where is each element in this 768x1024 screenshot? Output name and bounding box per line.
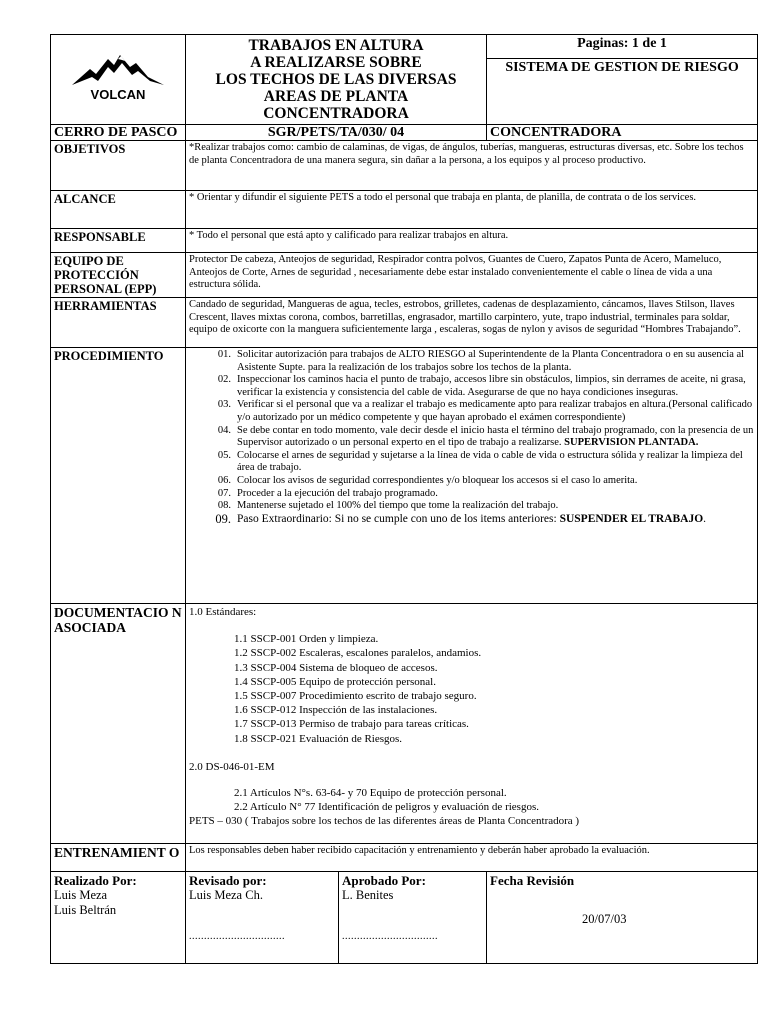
revisado-name: Luis Meza Ch.	[189, 888, 263, 902]
realizado-name-2: Luis Beltrán	[54, 903, 117, 917]
procedure-step-text: Se debe contar en todo momento, vale decir desde el inicio hasta el término del trabajo programado, con la presencia de un Supervisor autorizado o un personal experto en el tipo de trabajo a realizarse. SUPERVISION PLANTADA.	[237, 424, 754, 449]
documentacion-label: DOCUMENTACIO N ASOCIADA	[51, 604, 186, 844]
alcance-label: ALCANCE	[51, 191, 186, 229]
fecha-date: 20/07/03	[582, 912, 627, 926]
procedure-step-text: Mantenerse sujetado el 100% del tiempo que tome la realización del trabajo.	[237, 500, 559, 512]
aprobado-cell	[339, 872, 487, 964]
procedure-step	[189, 513, 754, 526]
revisado-label: Revisado por:	[189, 873, 267, 888]
procedure-step-number: 03.	[217, 399, 231, 411]
procedure-step-number: 07.	[217, 487, 231, 499]
estandares-heading: 1.0 Estándares:	[189, 606, 257, 618]
documentacion-content	[186, 604, 758, 844]
realizado-label: Realizado Por:	[54, 873, 137, 888]
document-code: SGR/PETS/TA/030/ 04	[186, 125, 487, 141]
logo-text: VOLCAN	[90, 87, 146, 102]
realizado-name-1: Luis Meza	[54, 888, 108, 902]
pets-line: PETS – 030 ( Trabajos sobre los techos de las diferentes áreas de Planta Concentradora )	[189, 815, 580, 828]
procedure-step-number: 02.	[217, 374, 231, 386]
location: CERRO DE PASCO	[51, 125, 186, 141]
procedure-step	[189, 488, 754, 501]
procedure-step	[189, 425, 754, 450]
procedure-step-text: Verificar si el personal que va a realizar el trabajo es medicamente apto para realizar trabajos en altura.(Personal calificado y/o autorizado por un médico competente y que hayan aprobado el exámen correspondiente)	[237, 399, 753, 423]
procedure-step	[189, 399, 754, 424]
document-title: TRABAJOS EN ALTURA A REALIZARSE SOBRE LOS TECHOS DE LAS DIVERSAS AREAS DE PLANTA CONCENTRADORA	[186, 35, 487, 125]
volcan-logo	[68, 47, 168, 107]
aprobado-label: Aprobado Por:	[342, 873, 426, 888]
responsable-label: RESPONSABLE	[51, 229, 186, 253]
procedure-step-text: Proceder a la ejecución del trabajo programado.	[237, 487, 438, 499]
aprobado-name: L. Benites	[342, 888, 394, 902]
epp-text: Protector De cabeza, Anteojos de seguridad, Respirador contra polvos, Guantes de Cuero, Zapatos Punta de Acero, Mameluco, Anteojos de Corte, Arnes de seguridad , necesariamente debe estar instalado convenientemente el cable o línea de vida a una estructura sólida.	[186, 253, 758, 298]
objetivos-label: OBJETIVOS	[51, 141, 186, 191]
procedure-step	[189, 475, 754, 488]
objetivos-text: *Realizar trabajos como: cambio de calaminas, de vigas, de ángulos, tuberías, mangueras, estructuras diversas, etc. Sobre los techos de planta Concentradora de una manera segura, sin dañar a la persona, a los equipos y al proceso productivo.	[186, 141, 758, 191]
procedimiento-steps	[186, 348, 758, 604]
procedure-step-text: Solicitar autorización para trabajos de ALTO RIESGO al Superintendente de la Planta Concentradora o en su ausencia al Asistente Supte. para la realización de los trabajos sobre los techos de la planta.	[237, 349, 745, 373]
procedure-step-text: Colocar los avisos de seguridad correspondientes y/o bloquear los accesos si el caso lo amerita.	[237, 474, 638, 486]
procedure-step-number: 01.	[217, 349, 231, 360]
pets-table	[50, 34, 758, 964]
standard-item: 1.3 SSCP-004 Sistema de bloqueo de accesos.	[234, 661, 438, 674]
page-count: Paginas: 1 de 1	[487, 35, 758, 59]
herramientas-label: HERRAMIENTAS	[51, 298, 186, 348]
ds-item: 2.2 Artículo N° 77 Identificación de peligros y evaluación de riesgos.	[234, 801, 539, 814]
procedure-step-number: 04.	[217, 424, 231, 436]
standard-item: 1.2 SSCP-002 Escaleras, escalones paralelos, andamios.	[234, 647, 482, 660]
standard-item: 1.6 SSCP-012 Inspección de las instalaciones.	[234, 704, 438, 717]
fecha-cell	[487, 872, 758, 964]
procedure-step-emphasis: SUSPENDER EL TRABAJO	[559, 512, 704, 525]
standard-item: 1.8 SSCP-021 Evaluación de Riesgos.	[234, 732, 403, 745]
procedimiento-label: PROCEDIMIENTO	[51, 348, 186, 604]
standard-item: 1.7 SSCP-013 Permiso de trabajo para tareas críticas.	[234, 718, 469, 731]
aprobado-signature-line: ................................	[342, 931, 438, 942]
procedure-step-text: Inspeccionar los caminos hacia el punto de trabajo, accesos libre sin obstáculos, limpios, sin derrames de aceite, ni grasa, verificar la existencia y consistencia del cable de vida. Asegurarse de que no haya condiciones inseguras.	[237, 374, 746, 398]
standard-item: 1.5 SSCP-007 Procedimiento escrito de trabajo seguro.	[234, 690, 477, 703]
entrenamiento-text: Los responsables deben haber recibido capacitación y entrenamiento y deberán haber aprobado la evaluación.	[186, 844, 758, 872]
procedure-step	[189, 349, 754, 374]
procedure-step-number: 05.	[217, 449, 231, 461]
realizado-cell	[51, 872, 186, 964]
logo-cell	[51, 35, 186, 125]
revisado-cell	[186, 872, 339, 964]
procedure-step-text: Paso Extraordinario: Si no se cumple con uno de los items anteriores: SUSPENDER EL TRABAJO.	[237, 512, 707, 525]
responsable-text: * Todo el personal que está apto y calificado para realizar trabajos en altura.	[186, 229, 758, 253]
ds-item: 2.1 Artículos N°s. 63-64- y 70 Equipo de protección personal.	[234, 787, 507, 800]
procedure-step-emphasis: SUPERVISION PLANTADA.	[564, 437, 699, 449]
procedure-step-number: 06.	[217, 474, 231, 486]
standard-item: 1.1 SSCP-001 Orden y limpieza.	[234, 633, 379, 646]
procedure-step-text: Colocarse el arnes de seguridad y sujetarse a la línea de vida o cable de vida o estructura sólida y realizar la limpieza del área de trabajo.	[237, 449, 743, 474]
procedure-step	[189, 500, 754, 513]
procedure-step	[189, 450, 754, 475]
fecha-label: Fecha Revisión	[490, 873, 575, 888]
ds-heading: 2.0 DS-046-01-EM	[189, 760, 275, 773]
procedure-step-number: 09.	[215, 511, 231, 526]
revisado-signature-line: ................................	[189, 931, 285, 942]
entrenamiento-label: ENTRENAMIENT O	[51, 844, 186, 872]
management-system: SISTEMA DE GESTION DE RIESGO	[487, 59, 758, 125]
document-frame	[50, 34, 757, 964]
area: CONCENTRADORA	[487, 125, 758, 141]
standard-item: 1.4 SSCP-005 Equipo de protección personal.	[234, 675, 436, 688]
epp-label: EQUIPO DE PROTECCIÓN PERSONAL (EPP)	[51, 253, 186, 298]
alcance-text: * Orientar y difundir el siguiente PETS a todo el personal que trabaja en planta, de planilla, de contrata o de los services.	[186, 191, 758, 229]
procedure-step-number: 08.	[217, 500, 231, 512]
procedure-step	[189, 374, 754, 399]
herramientas-text: Candado de seguridad, Mangueras de agua, tecles, estrobos, grilletes, cadenas de desplazamiento, cáncamos, llaves Stilson, llaves Crescent, llaves mixtas corona, combos, barretillas, engrasador, martillo carpintero, yute, trapo industrial, terminales para soldar, equipo de oxicorte con la manguera suficientemente larga , escaleras, sogas de nylon y avisos de seguridad “Hombres Trabajando”.	[186, 298, 758, 348]
